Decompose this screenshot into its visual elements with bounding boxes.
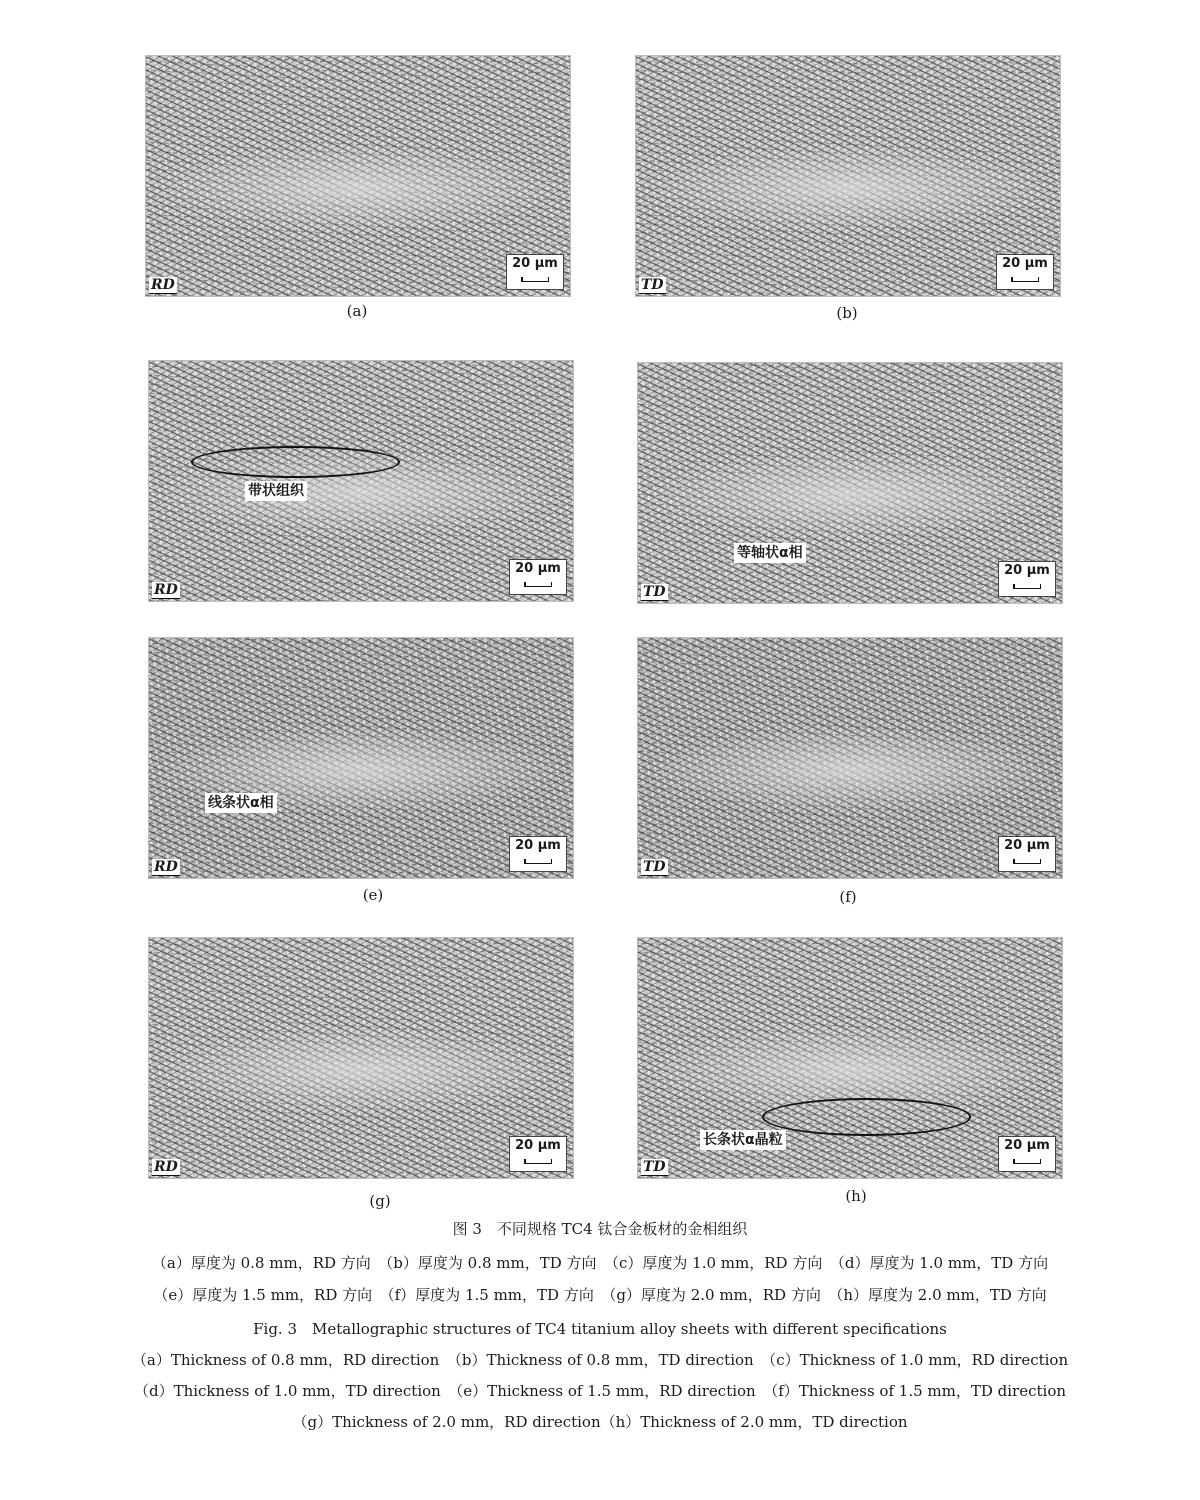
caption-en-line3: （g）Thickness of 2.0 mm，RD direction（h）Thickness of 2.0 mm，TD direction <box>292 1413 908 1431</box>
direction-label: RD <box>154 582 178 598</box>
band-structure-ellipse <box>191 446 400 478</box>
micrograph-d <box>637 362 1063 604</box>
annotation-equiaxed-alpha: 等轴状α相 <box>734 543 806 563</box>
panel-label-g: (g) <box>369 1192 391 1210</box>
scale-bar: 20 μm <box>509 1136 567 1172</box>
caption-en-line1: （a）Thickness of 0.8 mm，RD direction （b）Thickness of 0.8 mm，TD direction （c）Thickness of 1.0 mm，RD direction <box>131 1351 1069 1369</box>
micrograph-g <box>148 937 574 1179</box>
direction-label: RD <box>154 1159 178 1175</box>
direction-label: RD <box>151 277 175 293</box>
annotation-lath-alpha: 线条状α相 <box>205 793 277 813</box>
direction-label: TD <box>643 859 666 875</box>
panel-label-f: (f) <box>839 888 857 906</box>
direction-label: TD <box>643 1159 666 1175</box>
annotation-band-structure: 带状组织 <box>245 481 307 501</box>
caption-en-title: Fig. 3 Metallographic structures of TC4 titanium alloy sheets with different specifications <box>253 1320 947 1338</box>
scale-bar: 20 μm <box>998 836 1056 872</box>
annotation-elongated-alpha: 长条状α晶粒 <box>700 1130 786 1150</box>
micrograph-h <box>637 937 1063 1179</box>
scale-bar: 20 μm <box>996 254 1054 290</box>
panel-label-a: (a) <box>346 302 368 320</box>
panel-label-b: (b) <box>836 304 858 322</box>
caption-cn-title: 图 3 不同规格 TC4 钛合金板材的金相组织 <box>452 1220 748 1238</box>
scale-bar: 20 μm <box>998 1136 1056 1172</box>
caption-cn-line2: （e）厚度为 1.5 mm，RD 方向 （f）厚度为 1.5 mm，TD 方向 （g）厚度为 2.0 mm，RD 方向 （h）厚度为 2.0 mm，TD 方向 <box>153 1286 1047 1304</box>
scale-bar: 20 μm <box>998 561 1056 597</box>
direction-label: RD <box>154 859 178 875</box>
micrograph-c <box>148 360 574 602</box>
caption-cn-line1: （a）厚度为 0.8 mm，RD 方向 （b）厚度为 0.8 mm，TD 方向 （c）厚度为 1.0 mm，RD 方向 （d）厚度为 1.0 mm，TD 方向 <box>151 1254 1049 1272</box>
panel-label-h: (h) <box>845 1187 867 1205</box>
scale-bar: 20 μm <box>509 836 567 872</box>
elongated-grain-ellipse <box>762 1098 971 1136</box>
direction-label: TD <box>643 584 666 600</box>
micrograph-f <box>637 637 1063 879</box>
caption-en-line2: （d）Thickness of 1.0 mm，TD direction （e）Thickness of 1.5 mm，RD direction （f）Thickness of 1.5 mm，TD direction <box>133 1382 1067 1400</box>
panel-label-e: (e) <box>362 886 384 904</box>
scale-bar: 20 μm <box>506 254 564 290</box>
micrograph-e <box>148 637 574 879</box>
scale-bar: 20 μm <box>509 559 567 595</box>
micrograph-a <box>145 55 571 297</box>
direction-label: TD <box>641 277 664 293</box>
micrograph-b <box>635 55 1061 297</box>
